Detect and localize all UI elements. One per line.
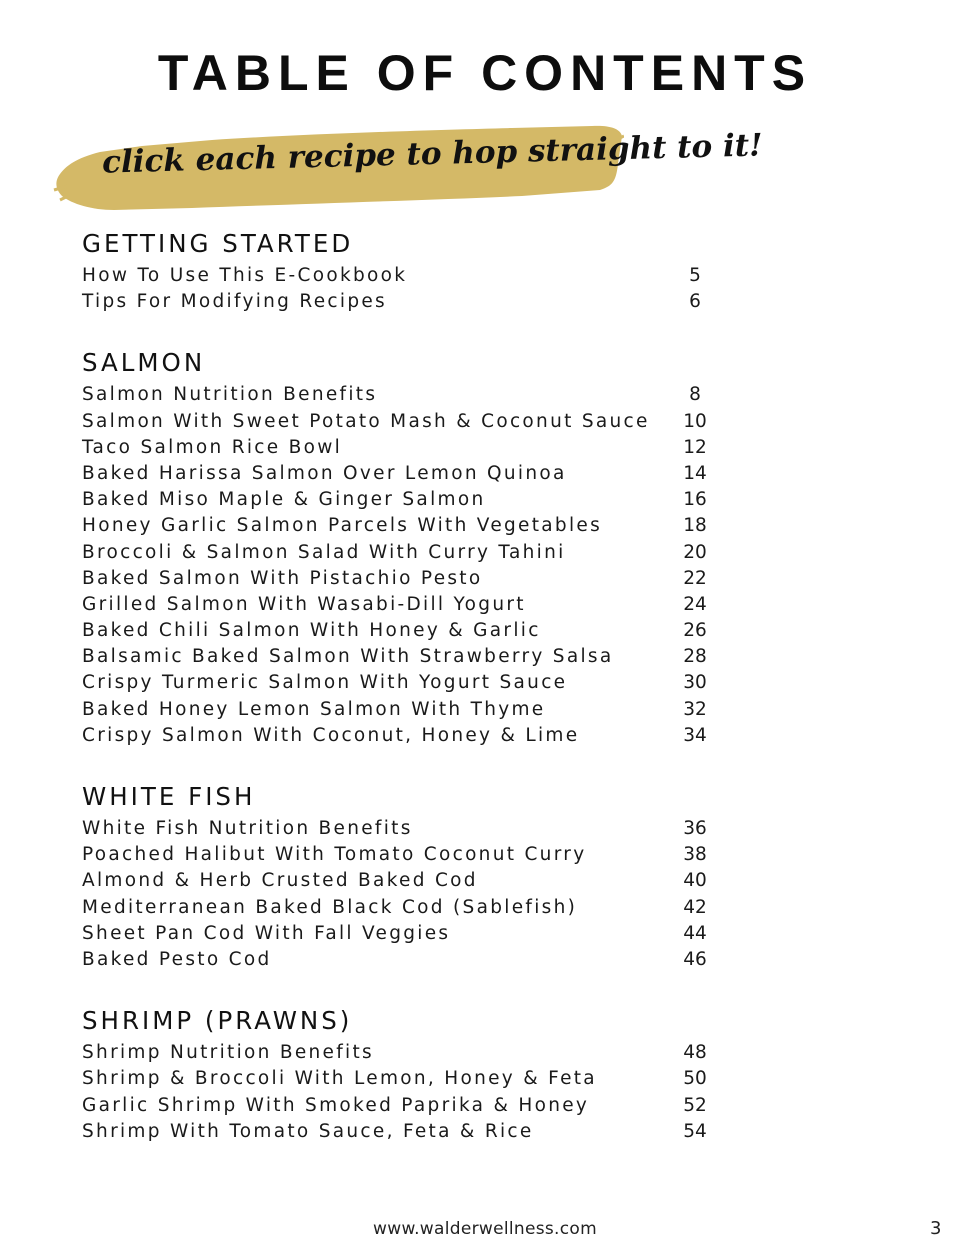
recipe-title: Salmon Nutrition Benefits <box>82 384 378 406</box>
recipe-title: Baked Pesto Cod <box>82 948 272 970</box>
page-ref-number: 20 <box>683 541 707 563</box>
toc-entry-link[interactable] <box>82 868 722 894</box>
page-ref-number: 36 <box>683 818 707 839</box>
toc-entry-link[interactable] <box>82 461 722 487</box>
page-ref-number: 8 <box>689 384 701 406</box>
recipe-title: Garlic Shrimp With Smoked Paprika & Honey <box>82 1094 590 1116</box>
page-ref-number: 52 <box>683 1094 707 1116</box>
recipe-title: Salmon With Sweet Potato Mash & Coconut Sauce <box>82 410 650 432</box>
toc-entry-link[interactable] <box>82 289 722 315</box>
page-ref-number: 14 <box>683 462 707 484</box>
recipe-title: Balsamic Baked Salmon With Strawberry Salsa <box>82 646 614 668</box>
toc-entry-link[interactable] <box>82 487 722 513</box>
recipe-title: Crispy Turmeric Salmon With Yogurt Sauce <box>82 672 568 694</box>
page-ref-number: 6 <box>689 291 701 313</box>
page-ref-number: 5 <box>689 265 701 286</box>
recipe-title: How To Use This E-Cookbook <box>82 265 408 286</box>
recipe-title: White Fish Nutrition Benefits <box>82 818 413 839</box>
toc-entry-link[interactable] <box>82 513 722 539</box>
page-ref-number: 46 <box>683 948 707 970</box>
toc-entry-link[interactable] <box>82 895 722 921</box>
banner-text: click each recipe to hop straight to it! <box>101 127 764 181</box>
page-ref-number: 18 <box>683 515 707 537</box>
recipe-title: Baked Chili Salmon With Honey & Garlic <box>82 620 541 642</box>
recipe-title: Baked Harissa Salmon Over Lemon Quinoa <box>82 462 567 484</box>
toc-entry-link[interactable] <box>82 540 722 566</box>
section-heading: SHRIMP (PRAWNS) <box>82 1006 353 1036</box>
toc-entry-link[interactable] <box>82 947 722 973</box>
table-of-contents <box>82 229 722 1178</box>
recipe-title: Honey Garlic Salmon Parcels With Vegetables <box>82 515 603 537</box>
recipe-title: Tips For Modifying Recipes <box>82 291 387 313</box>
page-ref-number: 34 <box>683 724 707 746</box>
recipe-title: Shrimp Nutrition Benefits <box>82 1042 374 1064</box>
toc-entry-link[interactable] <box>82 723 722 749</box>
page-ref-number: 44 <box>683 922 707 944</box>
recipe-title: Baked Miso Maple & Ginger Salmon <box>82 489 486 511</box>
page-ref-number: 54 <box>683 1120 707 1142</box>
section-heading: GETTING STARTED <box>82 229 354 258</box>
toc-entry-link[interactable] <box>82 816 722 842</box>
toc-entry-link[interactable] <box>82 263 722 289</box>
page-ref-number: 42 <box>683 896 707 918</box>
toc-section-shrimp-prawns <box>82 1006 722 1145</box>
page-ref-number: 10 <box>683 410 707 432</box>
page-ref-number: 24 <box>683 593 707 615</box>
page-ref-number: 48 <box>683 1042 707 1064</box>
footer-url[interactable]: www.walderwellness.com <box>373 1219 597 1239</box>
toc-entry-link[interactable] <box>82 1066 722 1092</box>
page-ref-number: 28 <box>683 646 707 668</box>
toc-entry-link[interactable] <box>82 1040 722 1066</box>
recipe-title: Crispy Salmon With Coconut, Honey & Lime <box>82 724 580 746</box>
recipe-title: Baked Salmon With Pistachio Pesto <box>82 567 483 589</box>
page-ref-number: 16 <box>683 489 707 511</box>
page-number: 3 <box>930 1218 942 1239</box>
recipe-title: Almond & Herb Crusted Baked Cod <box>82 870 478 892</box>
toc-entry-link[interactable] <box>82 435 722 461</box>
page-ref-number: 32 <box>683 698 707 720</box>
recipe-title: Sheet Pan Cod With Fall Veggies <box>82 922 451 944</box>
section-heading: SALMON <box>82 348 206 378</box>
toc-entry-link[interactable] <box>82 670 722 696</box>
page-title: TABLE OF CONTENTS <box>157 45 813 101</box>
toc-entry-link[interactable] <box>82 644 722 670</box>
toc-entry-link[interactable] <box>82 566 722 592</box>
toc-entry-link[interactable] <box>82 1119 722 1145</box>
recipe-title: Broccoli & Salmon Salad With Curry Tahini <box>82 541 566 563</box>
recipe-title: Taco Salmon Rice Bowl <box>82 436 343 458</box>
recipe-title: Grilled Salmon With Wasabi-Dill Yogurt <box>82 593 526 615</box>
page-ref-number: 22 <box>683 567 707 589</box>
toc-entry-link[interactable] <box>82 618 722 644</box>
section-heading: WHITE FISH <box>82 782 256 811</box>
toc-section-salmon <box>82 348 722 749</box>
recipe-title: Baked Honey Lemon Salmon With Thyme <box>82 698 546 720</box>
recipe-title: Poached Halibut With Tomato Coconut Curry <box>82 844 587 866</box>
recipe-title: Mediterranean Baked Black Cod (Sablefish) <box>82 896 578 918</box>
toc-entry-link[interactable] <box>82 921 722 947</box>
toc-section-white-fish <box>82 782 722 973</box>
toc-entry-link[interactable] <box>82 842 722 868</box>
page-ref-number: 50 <box>683 1068 707 1090</box>
page-ref-number: 40 <box>683 870 707 892</box>
toc-entry-link[interactable] <box>82 697 722 723</box>
page-ref-number: 38 <box>683 844 707 866</box>
recipe-title: Shrimp With Tomato Sauce, Feta & Rice <box>82 1120 534 1142</box>
recipe-title: Shrimp & Broccoli With Lemon, Honey & Feta <box>82 1068 597 1090</box>
page-ref-number: 12 <box>683 436 707 458</box>
toc-entry-link[interactable] <box>82 382 722 408</box>
toc-entry-link[interactable] <box>82 1093 722 1119</box>
instruction-banner <box>52 124 764 212</box>
toc-entry-link[interactable] <box>82 409 722 435</box>
toc-entry-link[interactable] <box>82 592 722 618</box>
page-ref-number: 26 <box>683 620 707 642</box>
toc-section-getting-started <box>82 229 722 315</box>
page-ref-number: 30 <box>683 672 707 694</box>
